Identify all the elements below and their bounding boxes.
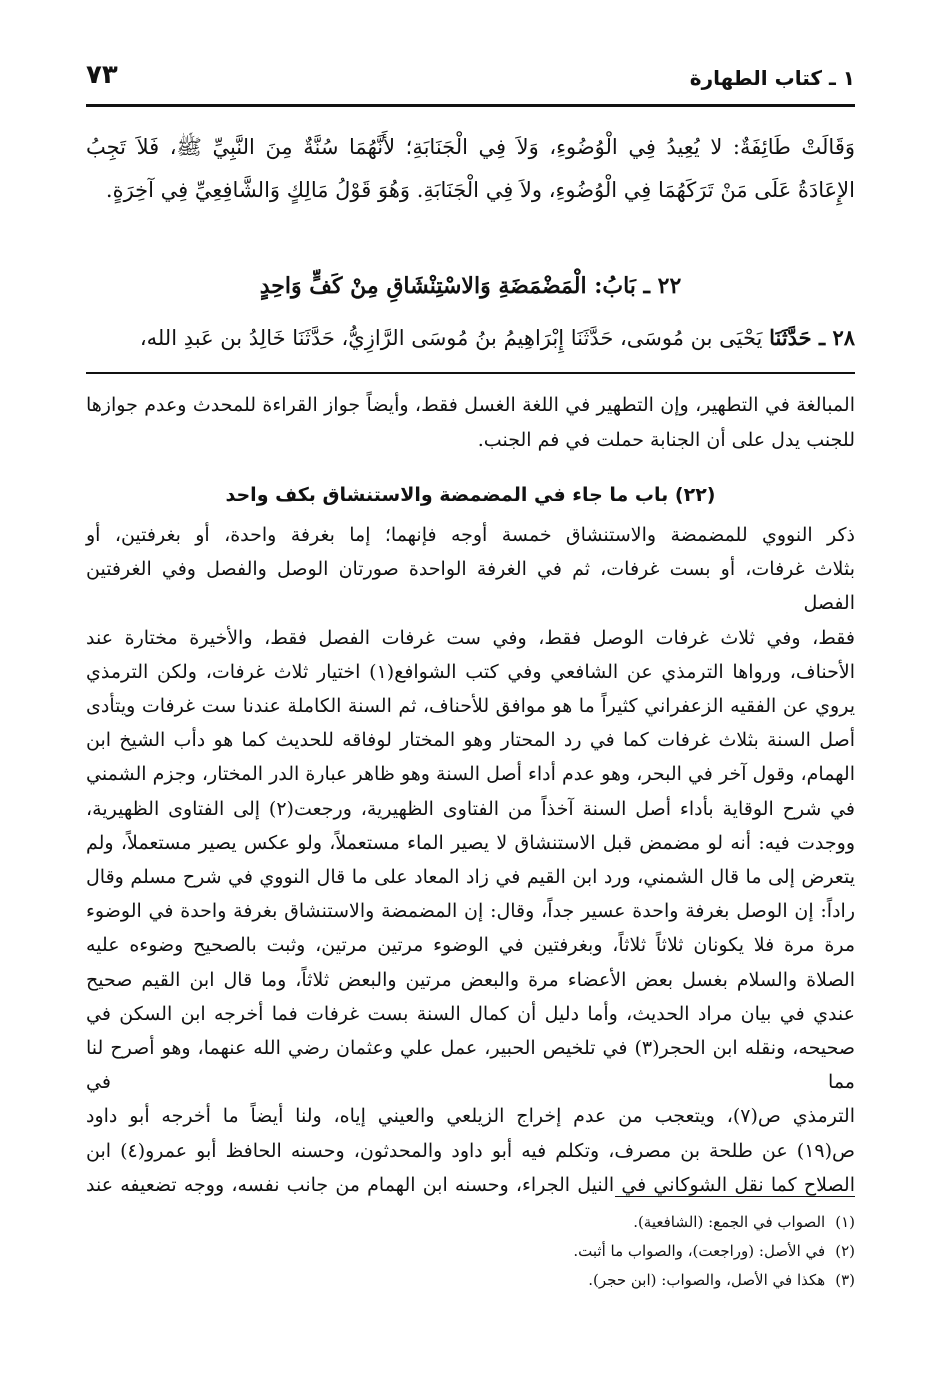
commentary-line: صحيحه، ونقله ابن الحجر(٣) في تلخيص الحبير، عمل علي وعثمان رضي الله عنهما، وهو أصرح لنا مما في — [86, 1037, 855, 1094]
commentary-line: ووجدت فيه: أنه لو مضمض قبل الاستنشاق لا يصير الماء مستعملاً، ولو عكس يصير مستعملاً، ولم — [86, 831, 855, 854]
footnote-text: الصواب في الجمع: (الشافعية). — [633, 1213, 826, 1231]
commentary-line: يتعرض إلى ما قال الشمني، ورد ابن القيم في زاد المعاد على ما قال النووي في شرح مسلم وقال — [86, 866, 855, 889]
commentary-main — [86, 518, 855, 1202]
commentary-line: مرة مرة فلا يكونان ثلاثاً ثلاثاً، وبغرفتين في الوضوء مرتين مرتين، وثبت بالصحيح وضوءه عليه — [86, 934, 855, 957]
commentary-line: راداً: إن الوصل بغرفة واحدة عسير جداً، وقال: إن المضمضة والاستنشاق بغرفة واحدة في الوضوء — [86, 900, 855, 923]
hadith-number: ٢٨ ـ حَدَّثَنَا — [769, 325, 855, 350]
section-heading: (٢٢) باب ما جاء في المضمضة والاستنشاق بكف واحد — [225, 484, 716, 506]
bab-heading: ٢٢ ـ بَابُ: الْمَضْمَضَةِ وَالاسْتِنْشَاقِ مِنْ كَفٍّ وَاحِدٍ — [259, 273, 682, 299]
commentary-line: فقط، وفي ثلاث غرفات الوصل فقط، وفي ست غرفات الفصل فقط، والأخيرة مختارة عند — [86, 626, 855, 649]
commentary-line: أصل السنة بثلاث غرفات كما في رد المحتار وهو المختار لوفاقه للحديث كما هو دأب الشيخ ابن — [86, 729, 855, 752]
footnote-number: (٢) — [835, 1242, 855, 1260]
commentary-line: ذكر النووي للمضمضة والاستنشاق خمسة أوجه فإنهما؛ إما بغرفة واحدة، أو بغرفتين، أو — [86, 524, 855, 546]
commentary-line: بثلاث غرفات، أو بست غرفات، ثم في الغرفة الواحدة صورتان الوصل والفصل وفي الغرفتين الفصل — [86, 558, 855, 615]
chapter-title: ١ ـ كتاب الطهارة — [689, 66, 855, 90]
page-header — [86, 58, 855, 102]
commentary-line: الترمذي ص(٧)، ويتعجب من عدم إخراج الزيلعي والعيني إياه، ولنا أيضاً ما أخرجه أبو داود — [86, 1105, 855, 1128]
footnote-text: في الأصل: (وراجعت)، والصواب ما أثبت. — [573, 1242, 826, 1260]
footnotes — [86, 1208, 855, 1295]
page-number: ٧٣ — [86, 60, 118, 90]
commentary-divider — [86, 372, 855, 374]
hadith-block — [86, 126, 855, 212]
commentary-line: في شرح الوقاية بأداء أصل السنة آخذاً من الفتاوى الظهيرية، ورجعت(٢) إلى الفتاوى الظهيرية، — [86, 797, 855, 820]
commentary-line: المبالغة في التطهير، وإن التطهير في اللغة الغسل فقط، وأيضاً جواز القراءة للمحدث وعدم جوازها — [86, 394, 855, 416]
commentary-line: الهمام، وقول آخر في البحر، وهو عدم أداء أصل السنة وهو ظاهر عبارة الدر المختار، وجزم الشمني — [86, 763, 855, 786]
hadith-28 — [86, 318, 855, 358]
footnote — [86, 1208, 855, 1237]
footnote-divider — [615, 1196, 855, 1197]
commentary-line: يروي عن الفقيه الزعفراني كثيراً ما هو موافق للأحناف، ثم السنة الكاملة عندنا ست غرفات ويتأدى — [86, 695, 855, 718]
footnote-number: (٣) — [835, 1271, 855, 1289]
commentary-line: عندي في بيان مراد الحديث، وأما دليل أن كمال السنة بست غرفات فما أخرجه ابن السكن في — [86, 1002, 855, 1025]
footnote-text: هكذا في الأصل، والصواب: (ابن حجر). — [588, 1271, 826, 1289]
commentary-line: للجنب يدل على أن الجنابة حملت في فم الجنب. — [477, 429, 855, 451]
commentary-line: الأحناف، ورواها الترمذي عن الشافعي وفي كتب الشوافع(١) اختيار ثلاث غرفات، ولكن الترمذي — [86, 660, 855, 683]
header-divider — [86, 104, 855, 107]
commentary-line: الصلاح كما نقل الشوكاني في النيل الجراء، وحسنه ابن الهمام من جانب نفسه، ووجه تضعيفه عند — [86, 1173, 855, 1196]
footnote — [86, 1266, 855, 1295]
commentary-intro — [86, 388, 855, 458]
footnote — [86, 1237, 855, 1266]
hadith-paragraph: وَقَالَتْ طَائِفَةٌ: لا يُعِيدُ فِي الْوُضُوءِ، وَلاَ فِي الْجَنَابَةِ؛ لأَنَّهُمَا سُنَّةٌ مِنَ النَّبِيِّ ﷺ، فَلاَ تَجِبُ الإِعَادَةُ عَلَى مَنْ تَرَكَهُمَا فِي الْوُضُوءِ، ولاَ فِي الْجَنَابَةِ. وَهُوَ قَوْلُ مَالِكٍ وَالشَّافِعِيِّ فِي آخِرَةٍ. — [86, 135, 855, 202]
commentary-line: ص(١٩) عن طلحة بن مصرف، وتكلم فيه أبو داود والمحدثون، وحسنه الحافظ أبو عمرو(٤) ابن — [86, 1139, 856, 1162]
hadith-isnad: يَحْيَى بن مُوسَى، حَدَّثَنَا إِبْرَاهِيمُ بنُ مُوسَى الرَّازِيُّ، حَدَّثَنَا خَالِدُ بن عَبدِ الله، — [139, 326, 770, 350]
footnote-number: (١) — [835, 1213, 855, 1231]
commentary-line: الصلاة والسلام بغسل بعض الأعضاء مرة والبعض مرتين والبعض ثلاثاً، وما قال ابن القيم صحيح — [86, 968, 855, 991]
